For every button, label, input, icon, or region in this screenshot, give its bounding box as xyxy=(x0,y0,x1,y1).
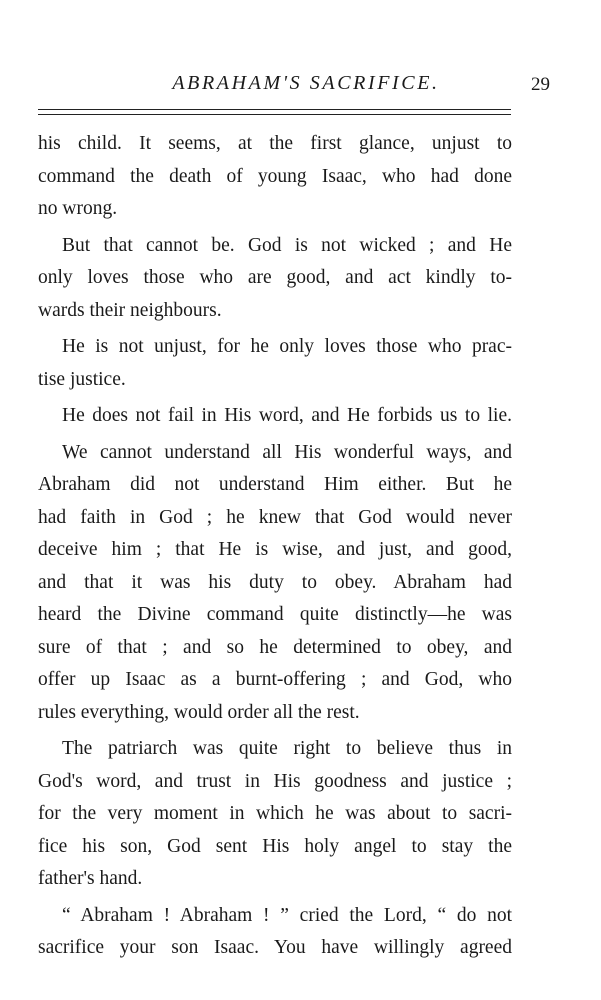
text-line: The patriarch was quite right to believe thus in xyxy=(62,738,512,759)
paragraph xyxy=(38,230,512,328)
text-line: his child. It seems, at the first glance, unjust to xyxy=(38,133,512,154)
text-line: command the death of young Isaac, who had done xyxy=(38,165,512,187)
running-header xyxy=(38,72,558,102)
text-line: He does not fail in His word, and He forbids us to lie. xyxy=(62,405,512,426)
text-line: no wrong. xyxy=(38,198,118,219)
text-line: had faith in God ; he knew that God would never xyxy=(38,506,512,528)
text-line: “ Abraham ! Abraham ! ” cried the Lord, “ do not xyxy=(62,904,512,926)
text-line: Abraham did not understand Him either. But he xyxy=(38,474,512,495)
running-title: ABRAHAM'S SACRIFICE. xyxy=(172,72,440,94)
text-line: God's word, and trust in His goodness and justice ; xyxy=(38,770,512,792)
text-line: We cannot understand all His wonderful ways, and xyxy=(62,441,512,463)
text-line: offer up Isaac as a burnt-offering ; and God, who xyxy=(38,669,512,690)
paragraph xyxy=(38,437,512,730)
text-line: But that cannot be. God is not wicked ; and He xyxy=(62,234,512,256)
text-line: wards their neighbours. xyxy=(38,299,222,321)
text-line: sure of that ; and so he determined to obey, and xyxy=(38,636,512,658)
paragraph xyxy=(38,733,512,896)
text-line: and that it was his duty to obey. Abraham had xyxy=(38,571,512,593)
text-line: father's hand. xyxy=(38,868,143,889)
text-line: fice his son, God sent His holy angel to stay the xyxy=(38,835,512,857)
header-rule-thick xyxy=(38,109,511,110)
text-line: rules everything, would order all the rest. xyxy=(38,701,360,723)
body-text xyxy=(38,128,512,965)
paragraph xyxy=(38,128,512,226)
text-line: for the very moment in which he was about to sacri- xyxy=(38,803,512,824)
paragraph xyxy=(38,331,512,396)
text-line: tise justice. xyxy=(38,368,126,390)
page-number: 29 xyxy=(531,74,550,95)
text-line: deceive him ; that He is wise, and just, and good, xyxy=(38,539,512,560)
text-line: He is not unjust, for he only loves those who prac- xyxy=(62,336,512,357)
text-line: only loves those who are good, and act kindly to- xyxy=(38,267,512,288)
header-rule-thin xyxy=(38,114,511,115)
paragraph xyxy=(38,400,512,433)
text-line: sacrifice your son Isaac. You have willingly agreed xyxy=(38,937,512,958)
text-line: heard the Divine command quite distinctly—he was xyxy=(38,604,512,625)
paragraph xyxy=(38,900,512,965)
